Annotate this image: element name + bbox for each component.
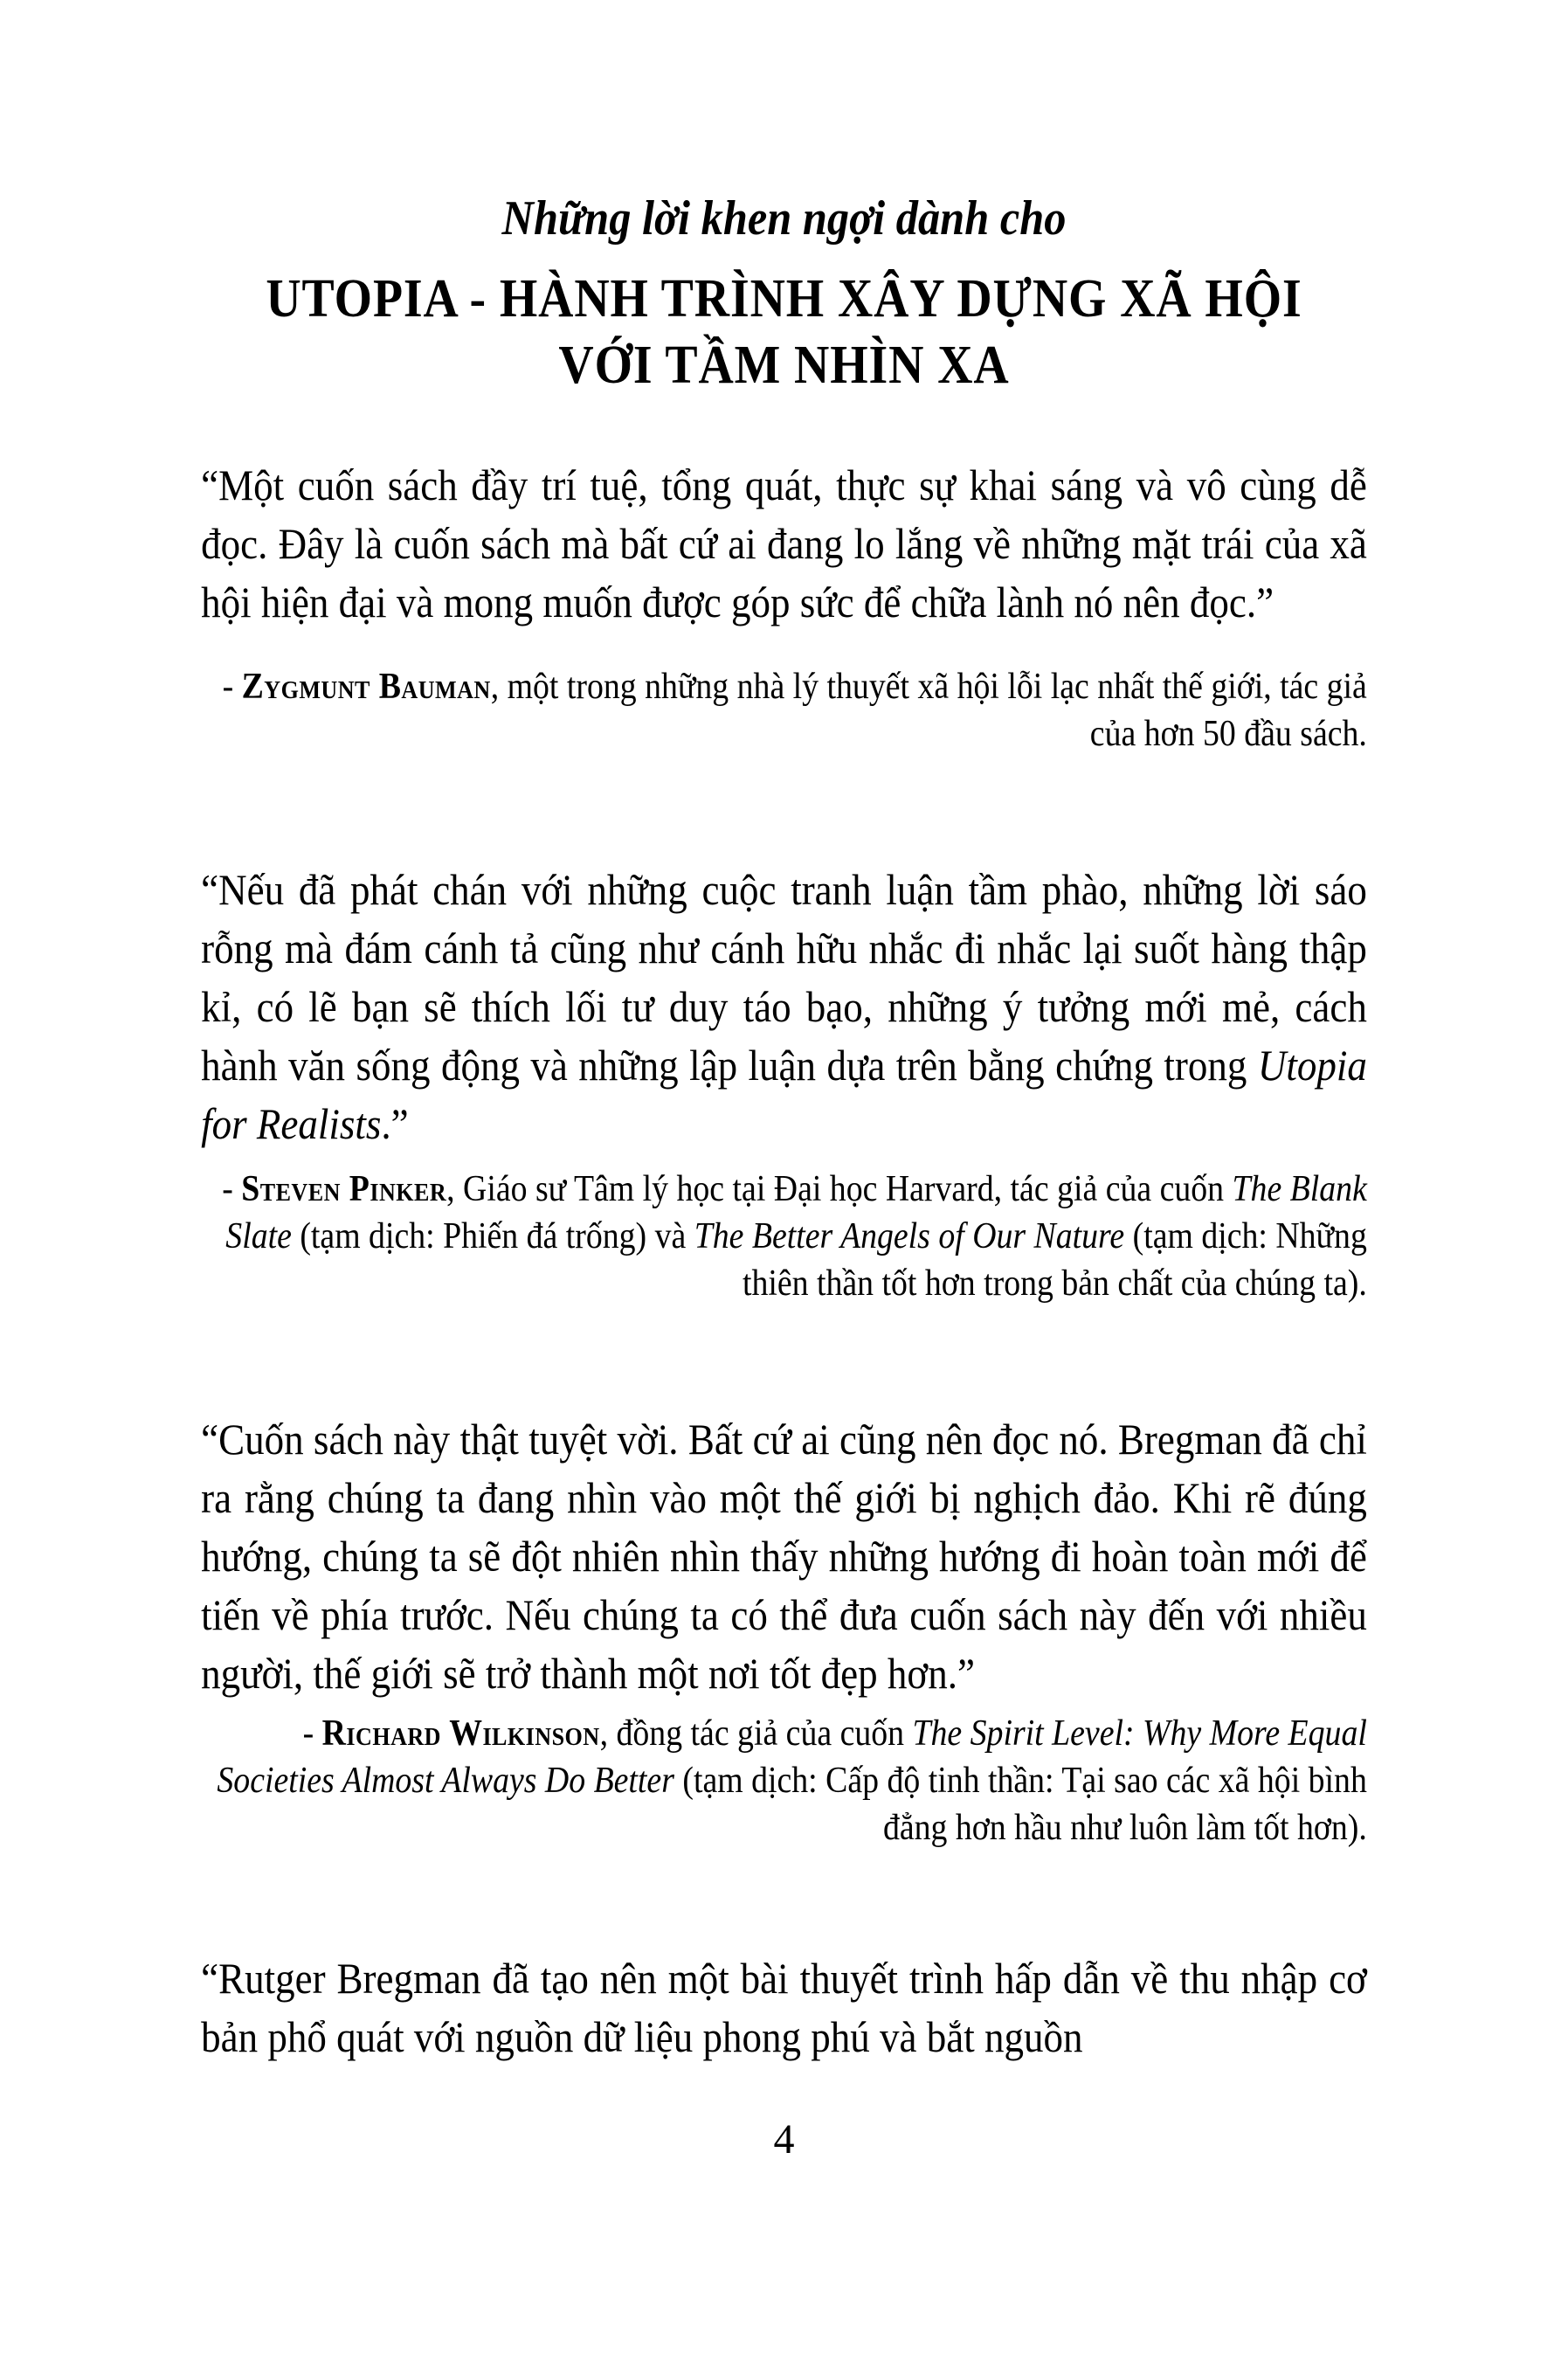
quote-block-wilkinson	[0, 1410, 1568, 1851]
book-title-line2: VỚI TẦM NHÌN XA	[558, 336, 1010, 395]
quote-paragraph: “Một cuốn sách đầy trí tuệ, tổng quát, thực sự khai sáng và vô cùng dễ đọc. Đây là cuốn sách mà bất cứ ai đang lo lắng về những mặt trái của xã hội hiện đại và mong muốn được góp sức để chữa lành nó nên đọc.”	[201, 460, 1367, 626]
quote-paragraph: “Nếu đã phát chán với những cuộc tranh luận tầm phào, những lời sáo rỗng mà đám cánh tả cũng như cánh hữu nhắc đi nhắc lại suốt hàng thập kỉ, có lẽ bạn sẽ thích lối tư duy táo bạo, những ý tưởng mới mẻ, cách hành văn sống động và những lập luận dựa trên bằng chứng trong Utopia for Realists.”	[201, 865, 1367, 1148]
book-title-line1: UTOPIA - HÀNH TRÌNH XÂY DỰNG XÃ HỘI	[266, 269, 1302, 329]
quote-block-bauman	[0, 456, 1568, 758]
book-title	[201, 266, 1367, 398]
quote-paragraph: “Rutger Bregman đã tạo nên một bài thuyết trình hấp dẫn về thu nhập cơ bản phổ quát với nguồn dữ liệu phong phú và bắt nguồn	[201, 1954, 1367, 2061]
quote-attribution: - Steven Pinker, Giáo sư Tâm lý học tại Đại học Harvard, tác giả của cuốn The Blank Slate (tạm dịch: Phiến đá trống) và The Better Angels of Our Nature (tạm dịch: Những thiên thần tốt hơn trong bản chất của chúng ta).	[222, 1169, 1367, 1304]
quote-paragraph: “Cuốn sách này thật tuyệt vời. Bất cứ ai cũng nên đọc nó. Bregman đã chỉ ra rằng chúng ta đang nhìn vào một thế giới bị nghịch đảo. Khi rẽ đúng hướng, chúng ta sẽ đột nhiên nhìn thấy những hướng đi hoàn toàn mới để tiến về phía trước. Nếu chúng ta có thể đưa cuốn sách này đến với nhiều người, thế giới sẽ trở thành một nơi tốt đẹp hơn.”	[201, 1415, 1367, 1698]
page-number: 4	[773, 2116, 795, 2163]
praise-heading: Những lời khen ngợi dành cho	[501, 191, 1067, 246]
quote-block-bregman-presentation	[0, 1949, 1568, 2066]
quote-attribution: - Richard Wilkinson, đồng tác giả của cuốn The Spirit Level: Why More Equal Societies Almost Always Do Better (tạm dịch: Cấp độ tinh thần: Tại sao các xã hội bình đẳng hơn hầu như luôn làm tốt hơn).	[217, 1713, 1367, 1848]
quote-block-pinker	[0, 861, 1568, 1307]
quote-attribution: - Zygmunt Bauman, một trong những nhà lý thuyết xã hội lỗi lạc nhất thế giới, tác giả của hơn 50 đầu sách.	[222, 667, 1367, 754]
